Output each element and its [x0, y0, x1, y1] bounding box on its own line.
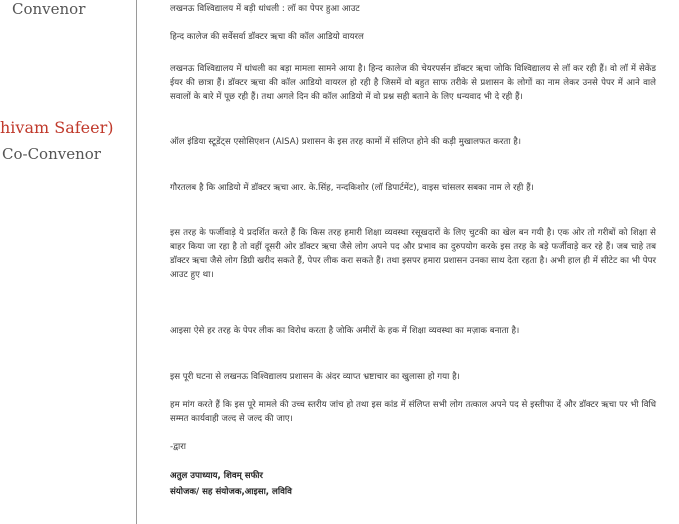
paragraph-4: इस तरह के फर्जीवाड़े ये प्रदर्शित करते हैं कि किस तरह हमारी शिक्षा व्यवस्था रसूखदारों के लिए चुटकी का खेल बन गयी है। एक ओर तो गरीबों को शिक्षा से बाहर किया जा रहा है तो वहीं दूसरी ओर डॉक्टर ऋचा जैसे लोग अपने पद और प्रभाव का दुरुपयोग करके इस तरह के बड़े फर्जीवाड़े कर रहे हैं। जब चाहे तब डॉक्टर ऋचा जैसे लोग डिग्री खरीद सकते हैं, पेपर लीक करा सकते हैं। तथा इसपर हमारा प्रशासन उनका साथ देता रहता है। अभी हाल ही में सीटेट का भी पेपर आउट हुए था। [170, 228, 656, 280]
paragraph-6: इस पूरी घटना से लखनऊ विश्विद्यालय प्रशासन के अंदर व्याप्त भ्रष्टाचार का खुलासा हो गया है। [170, 372, 460, 382]
paragraph-1: लखनऊ विश्विद्यालय में धांधली का बड़ा मामला सामने आया है। हिन्द कालेज की चेयरपर्सन डॉक्टर ऋचा जोकि विश्विद्यालय से लॉ कर रही हैं। वो लॉ में सेकेंड ईयर की छात्रा हैं। डॉक्टर ऋचा की कॉल आडियो वायरल हो रही है जिसमें वो बहुत साफ तरीके से प्रशासन के लोगों का नाम लेकर उनसे पेपर में आने वाले सवालों के बारे में पूछ रही हैं। तथा अगले दिन की कॉल आडियो में वो प्रश्न सही बताने के लिए धन्यवाद भी दे रही हैं। [170, 64, 656, 102]
by-line: -द्वारा [170, 442, 187, 452]
paragraph-7: हम मांग करते हैं कि इस पूरे मामले की उच्च स्तरीय जांच हो तथा इस कांड में संलिप्त सभी लोग तत्काल अपने पद से इस्तीफा दें और डॉक्टर ऋचा पर भी विधि सम्मत कार्यवाही जल्द से जल्द की जाए। [170, 400, 656, 424]
signatory-titles: संयोजक/ सह संयोजक,आइसा, लविवि [170, 487, 292, 497]
document-body [170, 0, 668, 524]
paragraph-3: गौरतलब है कि आडियो में डॉक्टर ऋचा आर. के.सिंह, नन्दकिशोर (लॉ डिपार्टमेंट), वाइस चांसलर सबका नाम ले रही हैं। [170, 183, 534, 193]
document-subheadline: हिन्द कालेज की सर्वेसर्वा डॉक्टर ऋचा की कॉल आडियो वायरल [170, 32, 364, 42]
signatory-names: अतुल उपाध्याय, शिवम् सफीर [170, 471, 263, 481]
paragraph-5: आइसा ऐसे हर तरह के पेपर लीक का विरोध करता है जोकि अमीरों के हक में शिक्षा व्यवस्था का मज़ाक बनाता है। [170, 326, 520, 336]
document-headline: लखनऊ विश्विद्यालय में बड़ी धांधली : लॉ का पेपर हुआ आउट [170, 4, 360, 14]
co-convenor-name: hivam Safeer) [0, 118, 114, 137]
left-letterhead-panel [0, 0, 136, 524]
paragraph-2: ऑल इंडिया स्टूडेंट्स एसोसिएशन (AISA) प्रशासन के इस तरह कामों में संलिप्त होने की कड़ी मुखालफत करता है। [170, 137, 522, 147]
letterhead-divider [136, 0, 137, 524]
convenor-label: Convenor [12, 0, 86, 18]
co-convenor-label: Co-Convenor [2, 145, 101, 163]
